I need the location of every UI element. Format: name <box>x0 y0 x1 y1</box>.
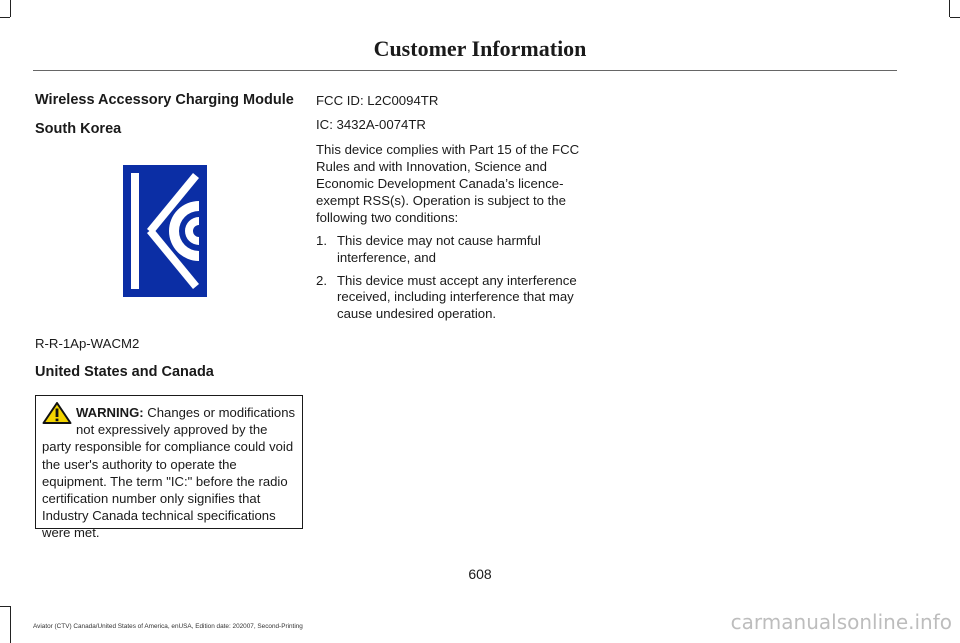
crop-mark <box>0 606 10 607</box>
watermark: carmanualsonline.info <box>730 610 952 634</box>
list-item-text: This device must accept any interference received, including interference that may cause undesired operation. <box>337 272 577 322</box>
section-heading-us-canada: United States and Canada <box>35 364 214 380</box>
crop-mark <box>0 17 10 18</box>
left-column <box>35 92 305 380</box>
warning-label: WARNING: <box>76 405 144 420</box>
warning-text: Changes or modifications not expressively approved by the party responsible for compliance could void the user's authority to operate the equipment. The term "IC:" before the radio certification number only signifies that Industry Canada technical specifications were met. <box>42 405 296 541</box>
ic-number: IC: 3432A-0074TR <box>316 117 426 132</box>
crop-mark <box>10 606 11 643</box>
section-heading-south-korea: South Korea <box>35 121 122 137</box>
fcc-id: FCC ID: L2C0094TR <box>316 93 439 108</box>
model-code: R-R-1Ap-WACM2 <box>35 336 140 351</box>
crop-mark <box>10 0 11 17</box>
crop-mark <box>950 17 960 18</box>
list-item-number: 1. <box>316 233 327 248</box>
crop-mark <box>949 0 950 17</box>
warning-triangle-icon <box>42 401 72 425</box>
list-item-number: 2. <box>316 272 327 288</box>
warning-box <box>35 395 303 541</box>
list-item <box>316 233 604 267</box>
conditions-list <box>316 233 604 323</box>
header-divider <box>33 70 897 71</box>
kc-certification-mark-icon <box>123 165 213 299</box>
page-number: 608 <box>468 566 492 582</box>
compliance-statement: This device complies with Part 15 of the FCC Rules and with Innovation, Science and Economic Development Canada’s licence-exempt RSS(s). Operation is subject to the following two conditions: <box>316 142 580 225</box>
list-item <box>316 273 604 323</box>
list-item-text: This device may not cause harmful interference, and <box>337 233 541 265</box>
page-title: Customer Information <box>373 36 587 61</box>
right-column <box>316 92 604 323</box>
edition-footer: Aviator (CTV) Canada/United States of America, enUSA, Edition date: 202007, Second-Printing <box>33 623 303 630</box>
section-heading-wireless-charging: Wireless Accessory Charging Module <box>35 92 294 108</box>
